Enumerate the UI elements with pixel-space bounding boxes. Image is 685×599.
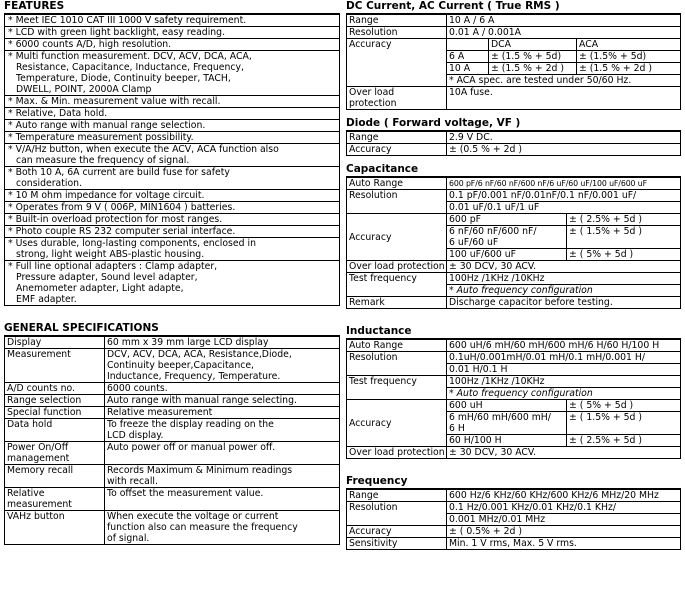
diode-accuracy-value: ± (0.5 % + 2d ) <box>447 144 681 156</box>
cap-resolution-value-2: 0.01 uF/0.1 uF/1 uF <box>447 202 681 214</box>
cap-resolution-value-1: 0.1 pF/0.001 nF/0.01nF/0.1 nF/0.001 uF/ <box>447 190 681 202</box>
ind-test-freq-value: 100Hz /1KHz /10KHz <box>447 376 681 388</box>
cap-accuracy-value: ± ( 1.5% + 5d ) <box>567 226 681 249</box>
ind-accuracy-value: ± ( 2.5% + 5d ) <box>567 435 681 447</box>
spec-value: Relative measurement <box>105 407 340 419</box>
spec-label: Range selection <box>5 395 105 407</box>
ind-test-freq-label: Test frequency <box>347 376 447 400</box>
frequency-heading: Frequency <box>346 475 681 489</box>
feature-text: * 10 M ohm impedance for voltage circuit. <box>5 190 340 202</box>
current-row-aca: ± (1.5% + 5d) <box>577 51 681 63</box>
spec-label: Relative measurement <box>5 488 105 511</box>
aca-header: ACA <box>577 39 681 51</box>
feature-item <box>5 261 340 306</box>
cap-resolution-label: Resolution <box>347 190 447 214</box>
current-note: * ACA spec. are tested under 50/60 Hz. <box>447 75 681 87</box>
feature-item <box>5 214 340 226</box>
spec-row <box>5 419 340 442</box>
cap-overload-value: ± 30 DCV, 30 ACV. <box>447 261 681 273</box>
feature-text: * Temperature measurement possibility. <box>5 132 340 144</box>
freq-sensitivity-label: Sensitivity <box>347 538 447 550</box>
feature-text: * Full line optional adapters : Clamp adapter, Pressure adapter, Sound level adapter, Anemometer adapter, Light adapte, EMF adapter. <box>5 261 340 306</box>
ind-auto-range-value: 600 uH/6 mH/60 mH/600 mH/6 H/60 H/100 H <box>447 340 681 352</box>
spec-row <box>5 488 340 511</box>
ind-accuracy-range: 60 H/100 H <box>447 435 567 447</box>
cap-remark-label: Remark <box>347 297 447 309</box>
spec-row <box>5 442 340 465</box>
diode-range-value: 2.9 V DC. <box>447 132 681 144</box>
spec-label: Measurement <box>5 349 105 383</box>
feature-text: * Photo couple RS 232 computer serial interface. <box>5 226 340 238</box>
feature-item <box>5 27 340 39</box>
feature-text: * Max. & Min. measurement value with recall. <box>5 96 340 108</box>
diode-range-label: Range <box>347 132 447 144</box>
cap-accuracy-range: 600 pF <box>447 214 567 226</box>
feature-text: * Operates from 9 V ( 006P, MIN1604 ) batteries. <box>5 202 340 214</box>
freq-resolution-label: Resolution <box>347 502 447 526</box>
freq-range-value: 600 Hz/6 KHz/60 KHz/600 KHz/6 MHz/20 MHz <box>447 490 681 502</box>
spec-value: 6000 counts. <box>105 383 340 395</box>
capacitance-heading: Capacitance <box>346 163 681 177</box>
feature-text: * Auto range with manual range selection. <box>5 120 340 132</box>
ind-accuracy-value: ± ( 1.5% + 5d ) <box>567 412 681 435</box>
freq-resolution-value-1: 0.1 Hz/0.001 KHz/0.01 KHz/0.1 KHz/ <box>447 502 681 514</box>
spec-label: Display <box>5 337 105 349</box>
current-resolution-label: Resolution <box>347 27 447 39</box>
spec-label: Special function <box>5 407 105 419</box>
feature-item <box>5 190 340 202</box>
current-range-label: Range <box>347 15 447 27</box>
current-overload-value: 10A fuse. <box>447 87 681 110</box>
spec-label: Data hold <box>5 419 105 442</box>
feature-item <box>5 15 340 27</box>
cap-accuracy-range: 6 nF/60 nF/600 nF/ 6 uF/60 uF <box>447 226 567 249</box>
spec-value: Records Maximum & Minimum readings with recall. <box>105 465 340 488</box>
current-resolution-value: 0.01 A / 0.001A <box>447 27 681 39</box>
general-specs-heading: GENERAL SPECIFICATIONS <box>4 322 340 336</box>
feature-text: * V/A/Hz button, when execute the ACV, ACA function also can measure the frequency of signal. <box>5 144 340 167</box>
spec-row <box>5 407 340 419</box>
cap-accuracy-value: ± ( 2.5% + 5d ) <box>567 214 681 226</box>
cap-accuracy-value: ± ( 5% + 5d ) <box>567 249 681 261</box>
spec-row <box>5 383 340 395</box>
feature-item <box>5 238 340 261</box>
current-overload-label: Over load protection <box>347 87 447 110</box>
left-column <box>4 0 340 545</box>
cap-test-freq-label: Test frequency <box>347 273 447 297</box>
ind-resolution-value-2: 0.01 H/0.1 H <box>447 364 681 376</box>
freq-resolution-value-2: 0.001 MHz/0.01 MHz <box>447 514 681 526</box>
cap-test-freq-note: * Auto frequency configuration <box>447 285 681 297</box>
feature-text: * 6000 counts A/D, high resolution. <box>5 39 340 51</box>
spec-row <box>5 349 340 383</box>
cap-test-freq-value: 100Hz /1KHz /10KHz <box>447 273 681 285</box>
spec-label: VAHz button <box>5 511 105 545</box>
current-row-dca: ± (1.5 % + 2d ) <box>489 63 577 75</box>
freq-sensitivity-value: Min. 1 V rms, Max. 5 V rms. <box>447 538 681 550</box>
features-heading: FEATURES <box>4 0 340 14</box>
cap-auto-range-label: Auto Range <box>347 178 447 190</box>
spec-value: Auto power off or manual power off. <box>105 442 340 465</box>
spec-value: To freeze the display reading on the LCD display. <box>105 419 340 442</box>
feature-item <box>5 144 340 167</box>
current-range-value: 10 A / 6 A <box>447 15 681 27</box>
current-accuracy-blank <box>447 39 489 51</box>
feature-text: * Built-in overload protection for most ranges. <box>5 214 340 226</box>
diode-heading: Diode ( Forward voltage, VF ) <box>346 117 681 131</box>
feature-item <box>5 51 340 96</box>
cap-accuracy-label: Accuracy <box>347 214 447 261</box>
current-table <box>346 14 681 110</box>
feature-text: * Both 10 A, 6A current are build fuse for safety consideration. <box>5 167 340 190</box>
spec-value: 60 mm x 39 mm large LCD display <box>105 337 340 349</box>
feature-item <box>5 132 340 144</box>
spec-value: When execute the voltage or current function also can measure the frequency of signal. <box>105 511 340 545</box>
spec-label: Memory recall <box>5 465 105 488</box>
inductance-table <box>346 339 681 459</box>
spec-label: Power On/Off management <box>5 442 105 465</box>
ind-accuracy-range: 600 uH <box>447 400 567 412</box>
spec-label: A/D counts no. <box>5 383 105 395</box>
diode-accuracy-label: Accuracy <box>347 144 447 156</box>
current-row-aca: ± (1.5 % + 2d ) <box>577 63 681 75</box>
spec-value: To offset the measurement value. <box>105 488 340 511</box>
current-heading: DC Current, AC Current ( True RMS ) <box>346 0 681 14</box>
feature-item <box>5 39 340 51</box>
features-table <box>4 14 340 306</box>
current-row-range: 10 A <box>447 63 489 75</box>
ind-auto-range-label: Auto Range <box>347 340 447 352</box>
ind-resolution-value-1: 0.1uH/0.001mH/0.01 mH/0.1 mH/0.001 H/ <box>447 352 681 364</box>
feature-item <box>5 226 340 238</box>
cap-accuracy-range: 100 uF/600 uF <box>447 249 567 261</box>
feature-text: * Multi function measurement. DCV, ACV, DCA, ACA, Resistance, Capacitance, Inductance, Frequency, Temperature, Diode, Continuity beeper, TACH, DWELL, POINT, 2000A Clamp <box>5 51 340 96</box>
ind-accuracy-label: Accuracy <box>347 400 447 447</box>
freq-accuracy-label: Accuracy <box>347 526 447 538</box>
feature-item <box>5 96 340 108</box>
ind-accuracy-value: ± ( 5% + 5d ) <box>567 400 681 412</box>
feature-item <box>5 202 340 214</box>
ind-test-freq-note: * Auto frequency configuration <box>447 388 681 400</box>
feature-item <box>5 108 340 120</box>
feature-item <box>5 120 340 132</box>
freq-range-label: Range <box>347 490 447 502</box>
spec-row <box>5 465 340 488</box>
current-accuracy-label: Accuracy <box>347 39 447 87</box>
general-specs-table <box>4 336 340 545</box>
ind-accuracy-range: 6 mH/60 mH/600 mH/ 6 H <box>447 412 567 435</box>
freq-accuracy-value: ± ( 0.5% + 2d ) <box>447 526 681 538</box>
spec-value: Auto range with manual range selecting. <box>105 395 340 407</box>
dca-header: DCA <box>489 39 577 51</box>
spec-value: DCV, ACV, DCA, ACA, Resistance,Diode, Continuity beeper,Capacitance, Inductance, Frequency, Temperature. <box>105 349 340 383</box>
capacitance-table <box>346 177 681 309</box>
inductance-heading: Inductance <box>346 325 681 339</box>
current-row-dca: ± (1.5 % + 5d) <box>489 51 577 63</box>
ind-resolution-label: Resolution <box>347 352 447 376</box>
frequency-table <box>346 489 681 550</box>
diode-table <box>346 131 681 156</box>
feature-text: * LCD with green light backlight, easy reading. <box>5 27 340 39</box>
cap-overload-label: Over load protection <box>347 261 447 273</box>
spec-row <box>5 395 340 407</box>
right-column <box>346 0 681 550</box>
cap-remark-value: Discharge capacitor before testing. <box>447 297 681 309</box>
feature-text: * Meet IEC 1010 CAT III 1000 V safety requirement. <box>5 15 340 27</box>
feature-item <box>5 167 340 190</box>
cap-auto-range-value: 600 pF/6 nF/60 nF/600 nF/6 uF/60 uF/100 uF/600 uF <box>447 178 681 190</box>
feature-text: * Uses durable, long-lasting components, enclosed in strong, light weight ABS-plastic housing. <box>5 238 340 261</box>
feature-text: * Relative, Data hold. <box>5 108 340 120</box>
spec-row <box>5 511 340 545</box>
ind-overload-label: Over load protection <box>347 447 447 459</box>
current-row-range: 6 A <box>447 51 489 63</box>
spec-row <box>5 337 340 349</box>
ind-overload-value: ± 30 DCV, 30 ACV. <box>447 447 681 459</box>
